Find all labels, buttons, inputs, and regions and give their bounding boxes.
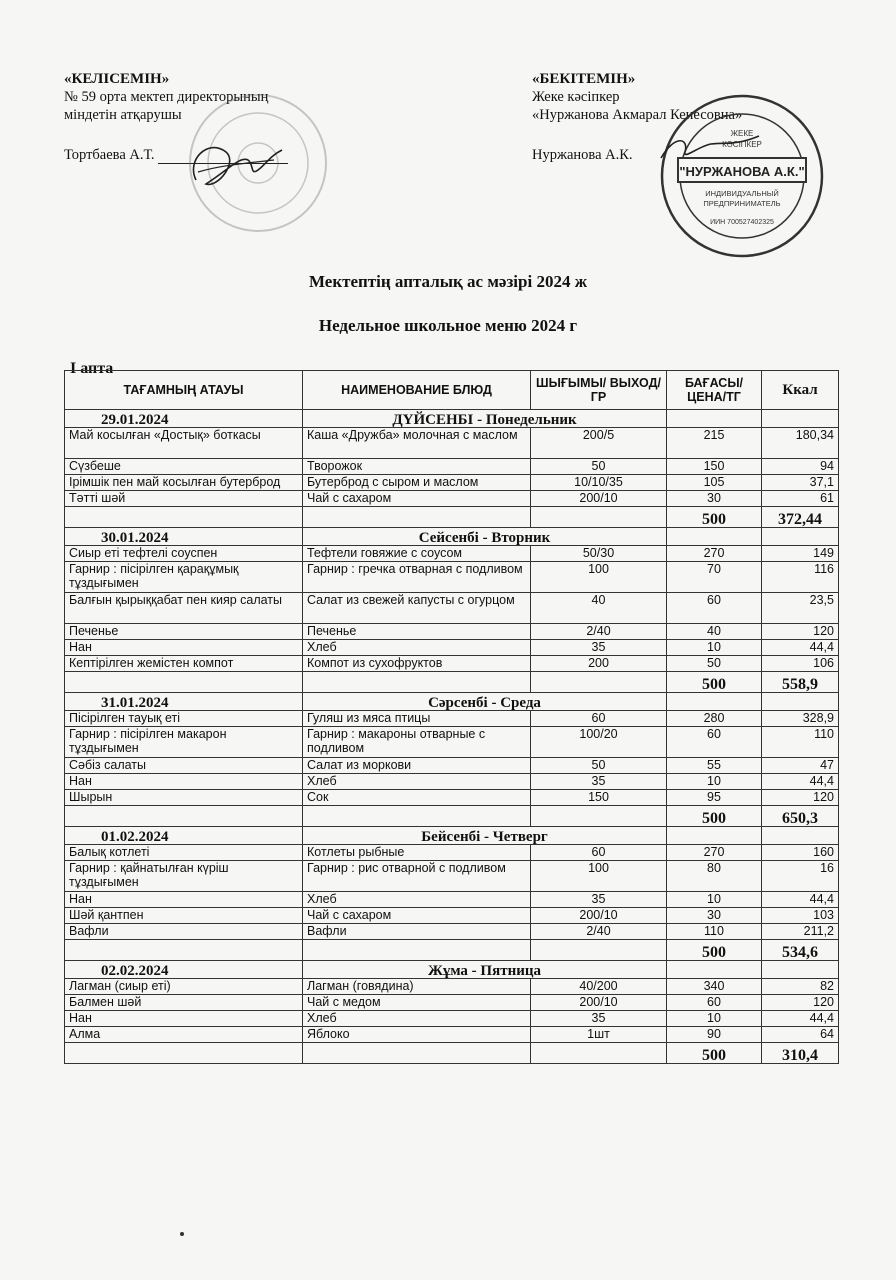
dish-price: 90 [667,1027,762,1043]
dish-name-kz: Гарнир : пісірілген қарақұмық тұздығымен [65,562,303,593]
dish-name-kz: Лагман (сиыр еті) [65,979,303,995]
table-row [65,491,839,507]
dish-yield: 1шт [531,1027,667,1043]
entrepreneur-stamp-icon [658,92,826,260]
dish-name-kz: Балғын қырыққабат пен кияр салаты [65,593,303,624]
dish-yield: 200/10 [531,491,667,507]
dish-name-ru: Вафли [303,924,531,940]
dish-kcal: 180,34 [762,428,839,459]
day-total-price: 500 [667,1043,762,1064]
table-row [65,908,839,924]
dish-price: 110 [667,924,762,940]
dish-name-ru: Хлеб [303,892,531,908]
day-header-empty-cell [762,693,839,711]
dish-price: 340 [667,979,762,995]
dish-price: 60 [667,727,762,758]
dish-yield: 40/200 [531,979,667,995]
agreement-position-line1: № 59 орта мектеп директорының [64,89,269,105]
dish-price: 10 [667,774,762,790]
day-header-empty-cell [667,961,762,979]
dish-name-kz: Нан [65,892,303,908]
dish-kcal: 116 [762,562,839,593]
dish-price: 95 [667,790,762,806]
day-name: Жұма - Пятница [303,961,667,979]
dish-price: 80 [667,861,762,892]
dish-price: 10 [667,640,762,656]
dish-price: 215 [667,428,762,459]
col-header-price: БАҒАСЫ/ ЦЕНА/ТГ [667,371,762,410]
approval-position-line2: «Нуржанова Акмарал Кенесовна» [532,107,743,123]
dish-price: 270 [667,546,762,562]
day-header-empty-cell [667,693,762,711]
approval-heading: «БЕКІТЕМІН» [532,71,636,87]
day-date: 02.02.2024 [65,961,303,979]
dish-kcal: 120 [762,624,839,640]
dish-name-kz: Пісірілген тауық еті [65,711,303,727]
table-header-row [65,371,839,410]
dish-name-kz: Печенье [65,624,303,640]
day-header-empty-cell [762,827,839,845]
dish-name-kz: Гарнир : пісірілген макарон тұздығымен [65,727,303,758]
dish-yield: 35 [531,774,667,790]
table-row [65,758,839,774]
dish-name-kz: Нан [65,774,303,790]
dish-yield: 60 [531,845,667,861]
dish-price: 30 [667,491,762,507]
day-name: Бейсенбі - Четверг [303,827,667,845]
table-row [65,546,839,562]
total-empty-cell [531,940,667,961]
dish-name-kz: Ірімшік пен май косылған бутерброд [65,475,303,491]
day-total-kcal: 534,6 [762,940,839,961]
dish-price: 60 [667,593,762,624]
dish-kcal: 120 [762,790,839,806]
dish-kcal: 103 [762,908,839,924]
dish-name-ru: Котлеты рыбные [303,845,531,861]
day-name: ДҮЙСЕНБІ - Понедельник [303,410,667,428]
dish-yield: 50/30 [531,546,667,562]
day-header-empty-cell [667,528,762,546]
day-total-row [65,1043,839,1064]
dish-name-ru: Гарнир : гречка отварная с подливом [303,562,531,593]
dish-name-ru: Компот из сухофруктов [303,656,531,672]
dish-name-kz: Сәбіз салаты [65,758,303,774]
dish-price: 60 [667,995,762,1011]
day-total-kcal: 650,3 [762,806,839,827]
dish-name-kz: Шырын [65,790,303,806]
table-row [65,1027,839,1043]
dish-yield: 150 [531,790,667,806]
dish-price: 10 [667,1011,762,1027]
table-row [65,640,839,656]
day-header-row [65,693,839,711]
stamp-line4-text: ПРЕДПРИНИМАТЕЛЬ [703,199,781,208]
table-row [65,428,839,459]
approval-position-line1: Жеке кәсіпкер [532,89,620,105]
dish-kcal: 44,4 [762,892,839,908]
total-empty-cell [65,806,303,827]
total-empty-cell [531,507,667,528]
dish-name-ru: Лагман (говядина) [303,979,531,995]
dish-kcal: 149 [762,546,839,562]
day-header-empty-cell [762,528,839,546]
day-total-kcal: 372,44 [762,507,839,528]
entrepreneur-signature-icon [655,128,765,168]
stamp-line5-text: ИИН 700527402325 [710,219,774,226]
dish-yield: 200/5 [531,428,667,459]
dish-name-kz: Кептірілген жемістен компот [65,656,303,672]
dish-kcal: 82 [762,979,839,995]
dish-kcal: 61 [762,491,839,507]
dish-kcal: 110 [762,727,839,758]
dish-yield: 50 [531,459,667,475]
dish-yield: 200/10 [531,908,667,924]
dish-kcal: 94 [762,459,839,475]
col-header-yield: ШЫҒЫМЫ/ ВЫХОД/ГР [531,371,667,410]
day-name: Сәрсенбі - Среда [303,693,667,711]
dish-price: 40 [667,624,762,640]
dish-name-ru: Творожок [303,459,531,475]
dish-yield: 200 [531,656,667,672]
dish-name-ru: Салат из моркови [303,758,531,774]
day-total-kcal: 558,9 [762,672,839,693]
table-row [65,790,839,806]
table-row [65,727,839,758]
dish-name-kz: Тәтті шәй [65,491,303,507]
total-empty-cell [303,672,531,693]
dish-kcal: 44,4 [762,640,839,656]
total-empty-cell [303,1043,531,1064]
total-empty-cell [65,507,303,528]
day-date: 31.01.2024 [65,693,303,711]
dish-price: 10 [667,892,762,908]
table-row [65,845,839,861]
dish-kcal: 211,2 [762,924,839,940]
dish-name-ru: Хлеб [303,774,531,790]
dish-yield: 40 [531,593,667,624]
total-empty-cell [65,940,303,961]
dish-kcal: 106 [762,656,839,672]
stamp-line1-text: ЖЕКЕ [730,129,754,138]
dish-price: 270 [667,845,762,861]
dish-name-ru: Чай с сахаром [303,908,531,924]
title-kazakh: Мектептің апталық ас мәзірі 2024 ж [308,272,588,291]
col-header-ru: НАИМЕНОВАНИЕ БЛЮД [303,371,531,410]
dish-kcal: 120 [762,995,839,1011]
day-total-row [65,940,839,961]
total-empty-cell [531,1043,667,1064]
col-header-kcal: Ккал [762,371,839,410]
day-date: 01.02.2024 [65,827,303,845]
dish-yield: 35 [531,1011,667,1027]
table-row [65,774,839,790]
day-header-row [65,528,839,546]
dish-kcal: 37,1 [762,475,839,491]
day-total-row [65,672,839,693]
dish-price: 150 [667,459,762,475]
dish-yield: 35 [531,640,667,656]
table-row [65,475,839,491]
total-empty-cell [65,672,303,693]
dish-name-kz: Гарнир : қайнатылған күріш тұздығымен [65,861,303,892]
day-header-empty-cell [762,961,839,979]
dish-name-kz: Балмен шәй [65,995,303,1011]
dish-name-kz: Балық котлеті [65,845,303,861]
dish-yield: 50 [531,758,667,774]
col-header-kz: ТАҒАМНЫҢ АТАУЫ [65,371,303,410]
dish-name-ru: Сок [303,790,531,806]
stamp-line2-text: КӘСІПКЕР [722,140,762,149]
dish-name-kz: Нан [65,1011,303,1027]
dish-name-ru: Бутерброд с сыром и маслом [303,475,531,491]
dish-name-ru: Гарнир : рис отварной с подливом [303,861,531,892]
dish-yield: 100 [531,562,667,593]
table-row [65,593,839,624]
total-empty-cell [531,672,667,693]
dish-name-kz: Вафли [65,924,303,940]
day-total-price: 500 [667,672,762,693]
dish-yield: 2/40 [531,924,667,940]
day-total-price: 500 [667,507,762,528]
day-header-empty-cell [667,410,762,428]
stamp-line3-text: ИНДИВИДУАЛЬНЫЙ [705,189,779,198]
dish-kcal: 328,9 [762,711,839,727]
dish-name-kz: Сиыр еті тефтелі соуспен [65,546,303,562]
agreement-signer-name: Тортбаева А.Т. [64,147,155,163]
day-header-empty-cell [762,410,839,428]
dish-yield: 35 [531,892,667,908]
day-name: Сейсенбі - Вторник [303,528,667,546]
dish-name-ru: Хлеб [303,1011,531,1027]
dish-kcal: 47 [762,758,839,774]
stray-mark [180,1232,184,1236]
dish-name-ru: Салат из свежей капусты с огурцом [303,593,531,624]
dish-name-kz: Сүзбеше [65,459,303,475]
day-total-kcal: 310,4 [762,1043,839,1064]
day-total-price: 500 [667,940,762,961]
table-row [65,924,839,940]
dish-yield: 200/10 [531,995,667,1011]
dish-name-ru: Гуляш из мяса птицы [303,711,531,727]
dish-name-kz: Алма [65,1027,303,1043]
dish-yield: 100/20 [531,727,667,758]
day-total-row [65,806,839,827]
dish-name-ru: Чай с сахаром [303,491,531,507]
dish-name-ru: Яблоко [303,1027,531,1043]
table-row [65,656,839,672]
dish-name-ru: Каша «Дружба» молочная с маслом [303,428,531,459]
dish-name-ru: Печенье [303,624,531,640]
table-row [65,892,839,908]
dish-name-ru: Хлеб [303,640,531,656]
table-row [65,979,839,995]
dish-kcal: 64 [762,1027,839,1043]
title-russian: Недельное школьное меню 2024 г [318,316,578,335]
dish-kcal: 16 [762,861,839,892]
agreement-heading: «КЕЛІСЕМІН» [64,71,170,87]
day-header-row [65,410,839,428]
table-row [65,624,839,640]
total-empty-cell [303,806,531,827]
director-signature-icon [178,130,288,200]
dish-yield: 60 [531,711,667,727]
day-header-row [65,827,839,845]
dish-price: 70 [667,562,762,593]
day-date: 29.01.2024 [65,410,303,428]
menu-table [64,370,839,1064]
dish-yield: 100 [531,861,667,892]
day-header-empty-cell [667,827,762,845]
dish-yield: 10/10/35 [531,475,667,491]
dish-price: 55 [667,758,762,774]
dish-name-kz: Нан [65,640,303,656]
dish-name-kz: Шәй қантпен [65,908,303,924]
dish-name-kz: Май косылған «Достық» боткасы [65,428,303,459]
dish-kcal: 160 [762,845,839,861]
total-empty-cell [303,940,531,961]
dish-kcal: 23,5 [762,593,839,624]
day-date: 30.01.2024 [65,528,303,546]
table-row [65,711,839,727]
total-empty-cell [303,507,531,528]
dish-price: 30 [667,908,762,924]
dish-name-ru: Тефтели говяжие с соусом [303,546,531,562]
dish-kcal: 44,4 [762,774,839,790]
stamp-name-text: "НУРЖАНОВА А.К." [679,164,805,179]
table-row [65,1011,839,1027]
total-empty-cell [531,806,667,827]
dish-yield: 2/40 [531,624,667,640]
day-total-row [65,507,839,528]
week-label: I апта [70,360,114,377]
agreement-position-line2: міндетін атқарушы [64,107,182,123]
table-row [65,861,839,892]
day-total-price: 500 [667,806,762,827]
dish-price: 105 [667,475,762,491]
total-empty-cell [65,1043,303,1064]
table-row [65,562,839,593]
dish-price: 50 [667,656,762,672]
dish-kcal: 44,4 [762,1011,839,1027]
approval-signer-name: Нуржанова А.К. [532,147,633,163]
table-row [65,459,839,475]
dish-name-ru: Гарнир : макароны отварные с подливом [303,727,531,758]
table-row [65,995,839,1011]
dish-price: 280 [667,711,762,727]
day-header-row [65,961,839,979]
dish-name-ru: Чай с медом [303,995,531,1011]
